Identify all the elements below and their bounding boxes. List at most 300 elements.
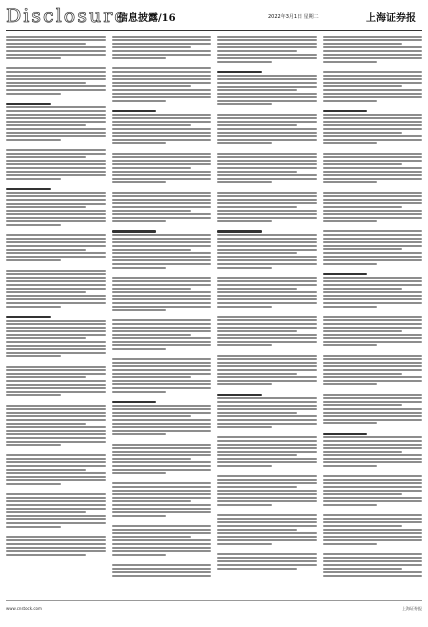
text-line [217,54,317,56]
text-line [6,43,86,45]
section-title: 信息披露/16 [118,13,176,24]
paragraph-gap [6,96,106,101]
text-line [112,575,212,577]
text-line [217,337,317,339]
text-line [323,454,423,456]
text-line [112,412,212,414]
text-line [323,280,423,282]
text-line [323,230,423,232]
text-line [112,458,192,460]
text-line [112,277,212,279]
text-line [323,490,423,492]
text-line [323,362,423,364]
text-line [217,344,272,346]
text-line [323,553,423,555]
paragraph-gap [112,352,212,357]
text-line [112,128,212,130]
text-line [217,291,317,293]
text-line [6,437,106,439]
text-line [6,139,61,141]
text-line [217,86,317,88]
text-line [217,217,317,219]
text-line [217,500,317,502]
text-line [6,128,106,130]
paragraph-gap [112,270,212,275]
text-line [323,132,403,134]
text-line [217,436,317,438]
paragraph-gap [6,142,106,147]
text-line [323,117,423,119]
text-line [217,259,317,261]
text-line [112,50,212,52]
text-line [112,291,212,293]
text-line [6,536,106,538]
paragraph-gap [323,103,423,108]
text-line [217,319,317,321]
text-line [323,461,423,463]
text-line [6,454,106,456]
text-line [217,238,317,240]
paragraph-gap [6,529,106,534]
text-line [323,192,423,194]
text-line [323,160,423,162]
text-line [6,284,106,286]
text-line [217,362,317,364]
text-line [6,352,106,354]
text-line [112,358,212,360]
text-line [6,82,86,84]
paragraph-gap [217,224,317,229]
footer-website: www.cnstock.com [6,606,42,611]
text-line [217,213,317,215]
text-line [112,319,212,321]
text-line [217,43,317,45]
text-line [323,284,423,286]
subheading-line [323,433,368,435]
text-line [112,298,212,300]
text-line [112,415,192,417]
text-line [217,117,317,119]
text-line [323,497,423,499]
paragraph-gap [217,508,317,513]
text-line [217,46,317,48]
text-line [323,114,423,116]
text-line [323,213,423,215]
text-line [6,93,61,95]
text-line [323,557,423,559]
text-line [112,550,212,552]
text-line [323,341,423,343]
paragraph-gap [323,146,423,151]
text-line [217,245,317,247]
text-line [6,67,106,69]
text-line [323,514,423,516]
text-line [217,178,317,180]
text-line [112,93,212,95]
text-line [323,564,423,566]
text-line [217,263,317,265]
text-line [217,408,317,410]
text-line [217,256,317,258]
text-line [217,124,297,126]
text-line [323,529,423,531]
text-line [6,391,106,393]
text-line [217,302,317,304]
text-line [323,436,423,438]
text-line [323,277,423,279]
text-line [217,376,317,378]
subheading-line [112,401,157,403]
text-line [217,277,317,279]
text-column-2 [112,34,212,597]
text-line [217,202,317,204]
subheading-line [217,394,262,396]
text-line [217,220,272,222]
text-line [323,422,378,424]
text-line [6,547,106,549]
text-line [217,50,297,52]
paragraph-gap [323,547,423,552]
text-line [6,306,61,308]
text-line [112,114,212,116]
text-line [6,526,61,528]
text-line [6,121,106,123]
text-line [6,539,106,541]
text-line [323,419,423,421]
text-line [217,373,297,375]
masthead [6,4,422,28]
text-line [217,380,317,382]
text-line [6,295,106,297]
text-line [112,82,212,84]
text-line [323,369,423,371]
text-line [6,476,106,478]
text-line [323,465,378,467]
text-line [217,135,317,137]
text-line [217,163,317,165]
paragraph-gap [217,185,317,190]
paragraph-gap [217,146,317,151]
text-line [323,36,423,38]
text-line [217,341,317,343]
text-line [6,522,106,524]
text-line [112,408,212,410]
text-line [112,206,212,208]
text-line [323,486,423,488]
text-line [112,217,212,219]
text-line [6,433,106,435]
text-line [217,440,317,442]
paragraph-gap [323,469,423,474]
text-line [217,479,317,481]
text-line [323,571,423,573]
text-line [6,54,106,56]
text-line [112,117,212,119]
text-column-3 [217,34,317,597]
paragraph-gap [323,64,423,69]
text-line [323,238,423,240]
subheading-line [217,71,262,73]
text-line [323,475,423,477]
text-line [217,482,317,484]
text-line [6,298,106,300]
text-line [112,539,212,541]
edition-date: 2022年3月1日 星期二 [268,14,319,20]
text-line [6,217,106,219]
text-line [6,117,106,119]
text-line [6,213,106,215]
paragraph-gap [217,348,317,353]
text-line [6,238,106,240]
text-line [6,441,106,443]
text-line [6,515,106,517]
text-line [112,295,212,297]
footer-paper: 上海证券报 [402,606,422,611]
text-line [217,514,317,516]
subheading-line [6,188,51,190]
paragraph-gap [6,448,106,453]
text-line [6,408,106,410]
text-line [323,330,403,332]
text-line [112,153,212,155]
text-line [112,263,212,265]
text-line [217,181,272,183]
text-line [217,306,272,308]
text-line [323,202,423,204]
text-line [112,75,212,77]
text-line [323,458,423,460]
text-line [323,543,378,545]
text-line [112,423,212,425]
text-line [112,334,192,336]
text-line [217,451,317,453]
text-line [217,89,297,91]
text-line [217,490,317,492]
text-line [217,497,317,499]
text-line [112,238,212,240]
text-line [112,369,212,371]
text-line [6,355,61,357]
text-line [6,500,106,502]
text-line [323,217,423,219]
text-line [112,302,212,304]
text-line [112,167,192,169]
paragraph-gap [112,394,212,399]
text-line [217,415,317,417]
text-line [6,483,61,485]
text-line [323,415,423,417]
text-line [6,504,106,506]
text-line [112,482,212,484]
text-line [6,178,61,180]
text-line [323,234,423,236]
paragraph-gap [6,398,106,403]
text-line [112,451,212,453]
text-line [323,521,423,523]
text-line [217,553,317,555]
text-line [6,153,106,155]
text-line [6,89,106,91]
text-line [112,465,212,467]
text-line [6,423,86,425]
text-line [217,423,317,425]
text-line [217,206,297,208]
text-line [6,259,61,261]
text-line [6,167,106,169]
text-line [217,39,317,41]
text-line [217,412,297,414]
text-line [323,178,423,180]
text-line [6,174,106,176]
text-line [323,153,423,155]
text-line [323,327,423,329]
text-line [112,241,212,243]
text-line [323,440,423,442]
text-line [6,220,106,222]
text-line [6,554,86,556]
text-line [217,334,317,336]
text-line [112,245,212,247]
paragraph-gap [112,313,212,318]
text-line [323,100,378,102]
text-line [112,433,167,435]
text-line [217,447,317,449]
subheading-line [323,110,368,112]
text-line [323,568,403,570]
text-line [217,252,297,254]
text-line [112,444,212,446]
text-line [217,444,317,446]
text-line [323,288,403,290]
text-column-4 [323,34,423,597]
text-line [217,234,317,236]
text-line [6,419,106,421]
text-line [217,454,297,456]
text-line [6,337,86,339]
text-line [323,397,423,399]
text-line [112,362,212,364]
text-line [6,334,106,336]
text-line [6,36,106,38]
text-line [323,373,403,375]
text-line [217,365,317,367]
text-line [217,280,317,282]
text-line [217,128,317,130]
text-line [6,163,106,165]
text-line [112,309,167,311]
text-line [6,195,106,197]
text-line [217,568,297,570]
text-line [323,167,423,169]
text-line [323,142,378,144]
text-line [112,543,212,545]
paragraph-gap [6,228,106,233]
text-line [217,160,317,162]
text-line [217,57,317,59]
text-line [112,85,192,87]
text-line [112,160,212,162]
paragraph-gap [323,309,423,314]
paragraph-gap [6,181,106,186]
paragraph-gap [112,518,212,523]
text-line [323,518,423,520]
paragraph-gap [112,557,212,562]
text-line [112,213,212,215]
paragraph-gap [217,270,317,275]
text-line [112,288,192,290]
text-line [323,504,378,506]
text-line [6,124,86,126]
text-line [6,280,106,282]
text-line [112,469,212,471]
text-line [112,391,167,393]
text-line [112,192,212,194]
text-line [323,447,423,449]
text-line [323,75,423,77]
text-line [6,394,61,396]
text-line [6,472,106,474]
text-line [6,458,106,460]
text-line [6,366,106,368]
text-line [323,539,423,541]
text-line [6,288,106,290]
text-line [6,497,106,499]
paragraph-gap [323,348,423,353]
text-line [112,43,212,45]
text-line [323,263,378,265]
text-line [112,504,212,506]
text-line [6,110,106,112]
text-line [323,404,403,406]
text-line [112,547,212,549]
text-line [6,245,106,247]
text-line [112,220,167,222]
text-line [323,171,423,173]
text-line [217,323,317,325]
text-line [217,475,317,477]
text-line [112,142,167,144]
text-line [6,156,86,158]
text-line [323,291,423,293]
text-line [217,284,317,286]
text-line [112,96,212,98]
text-line [6,160,106,162]
text-line [6,412,106,414]
text-line [112,89,212,91]
text-line [112,330,212,332]
text-line [112,571,212,573]
text-line [217,75,317,77]
text-line [6,270,106,272]
text-line [323,89,423,91]
text-line [323,43,403,45]
text-line [112,497,212,499]
text-line [112,234,212,236]
text-line [217,493,317,495]
text-line [6,206,86,208]
text-line [6,320,106,322]
text-line [112,387,212,389]
text-line [217,241,317,243]
text-line [217,539,317,541]
text-line [217,61,272,63]
text-line [6,511,86,513]
paragraph-gap [112,185,212,190]
subheading-line [112,110,157,112]
text-line [6,345,106,347]
text-line [6,234,106,236]
text-line [112,490,212,492]
